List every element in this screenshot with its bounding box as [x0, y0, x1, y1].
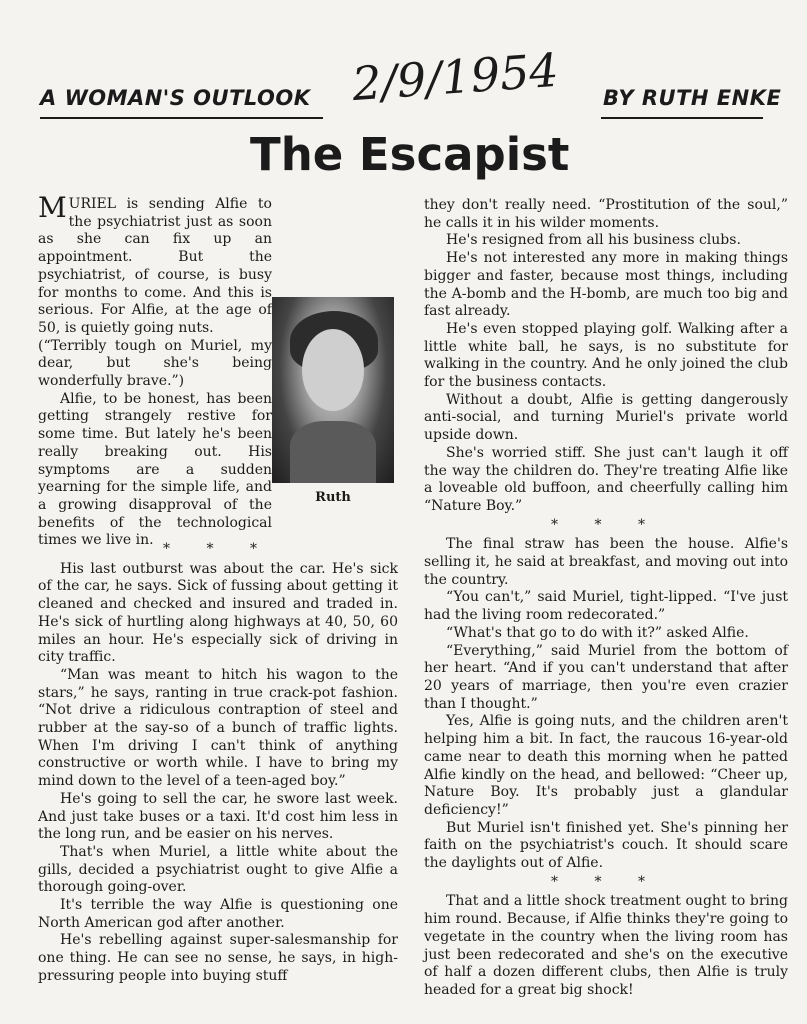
paragraph: “Man was meant to hitch his wagon to the stars,” he says, ranting in true crack-pot fashion. “Not drive a ridiculous contraption of steel and rubber at the say-so of a bunch of traffic lights. When I'm driving I can't think of anything constructive or worth while. I have to bring my mind down to the level of a teen-aged boy.”	[38, 666, 398, 790]
author-photo	[272, 297, 394, 483]
paragraph: The final straw has been the house. Alfie's selling it, he said at breakfast, and moving out into the country.	[424, 536, 788, 588]
paragraph: It's terrible the way Alfie is questioning one North American god after another.	[38, 897, 398, 931]
paragraph: (“Terribly tough on Muriel, my dear, but she's being wonderfully brave.”)	[38, 337, 272, 390]
paragraph: He's not interested any more in making things bigger and faster, because most things, including the A-bomb and the H-bomb, are much too big and fast already.	[424, 250, 788, 320]
paragraph: That and a little shock treatment ought to bring him round. Because, if Alfie thinks they're going to vegetate in the country when the living room has just been redecorated and she's on the executive of half a dozen different clubs, then Alfie is truly headed for a great big shock!	[424, 893, 788, 998]
paragraph: “You can't,” said Muriel, tight-lipped. “I've just had the living room redecorated.”	[424, 589, 788, 624]
paragraph: That's when Muriel, a little white about the gills, decided a psychiatrist ought to give Alfie a thorough going-over.	[38, 843, 398, 896]
paragraph: they don't really need. “Prostitution of the soul,” he calls it in his wilder moments.	[424, 197, 788, 231]
section-separator: * * *	[551, 516, 661, 533]
paragraph: “What's that go to do with it?” asked Alfie.	[446, 624, 749, 641]
paragraph: He's rebelling against super-salesmanship for one thing. He can see no sense, he says, in high-pressuring people into buying stuff	[38, 932, 398, 984]
photo-caption: Ruth	[315, 490, 351, 505]
paragraph: Alfie, to be honest, has been getting strangely restive for some time. But lately he's been really breaking out. His symptoms are a sudden yearning for the simple life, and a growing disapproval of the benefits of the technological times we live in.	[38, 390, 272, 549]
paragraph: He's resigned from all his business clubs.	[446, 232, 741, 249]
paragraph: But Muriel isn't finished yet. She's pinning her faith on the psychiatrist's couch. It should scare the daylights out of Alfie.	[424, 819, 788, 872]
paragraph: He's even stopped playing golf. Walking after a little white ball, he says, is no substitute for walking in the country. And he only joined the club for the business contacts.	[424, 320, 788, 391]
headline: The Escapist	[250, 128, 570, 181]
paragraph: He's going to sell the car, he swore last week. And just take buses or a taxi. It'd cost him less in the long run, and be easier on his nerves.	[38, 790, 398, 843]
article-column-left-bottom	[38, 540, 398, 986]
column-name: A WOMAN'S OUTLOOK	[40, 86, 311, 110]
byline-underline	[601, 117, 763, 119]
column-name-underline	[40, 117, 323, 119]
article-column-right	[424, 197, 788, 1000]
handwritten-date: 2/9/1954	[350, 42, 561, 112]
paragraph: Yes, Alfie is going nuts, and the children aren't helping him a bit. In fact, the raucous 16-year-old came near to death this morning when he patted Alfie kindly on the head, and bellowed: “Cheer up, Nature Boy. It's probably just a glandular deficiency!”	[424, 713, 788, 818]
article-column-left-top	[38, 191, 272, 550]
paragraph: “Everything,” said Muriel from the bottom of her heart. “And if you can't understand that after 20 years of marriage, then you're even crazier than I thought.”	[424, 642, 788, 712]
paragraph: Without a doubt, Alfie is getting dangerously anti-social, and turning Muriel's private world upside down.	[424, 391, 788, 444]
paragraph: His last outburst was about the car. He's sick of the car, he says. Sick of fussing about getting it cleaned and checked and insured and traded in. He's sick of hurtling along highways at 40, 50, 60 miles an hour. He's especially sick of driving in city traffic.	[38, 560, 398, 666]
drop-cap: M	[38, 191, 67, 224]
paragraph: MURIEL is sending Alfie to the psychiatrist just as soon as she can fix up an appointment. But the psychiatrist, of course, is busy for months to come. And this is serious. For Alfie, at the age of 50, is quietly going nuts.	[38, 191, 272, 336]
section-separator: * * *	[163, 541, 273, 557]
section-separator: * * *	[551, 873, 661, 890]
byline: BY RUTH ENKE	[603, 86, 782, 110]
photo-collar	[290, 421, 376, 483]
paragraph: She's worried stiff. She just can't laugh it off the way the children do. They're treating Alfie like a loveable old buffoon, and cheerfully calling him “Nature Boy.”	[424, 444, 788, 514]
photo-face	[302, 329, 364, 411]
